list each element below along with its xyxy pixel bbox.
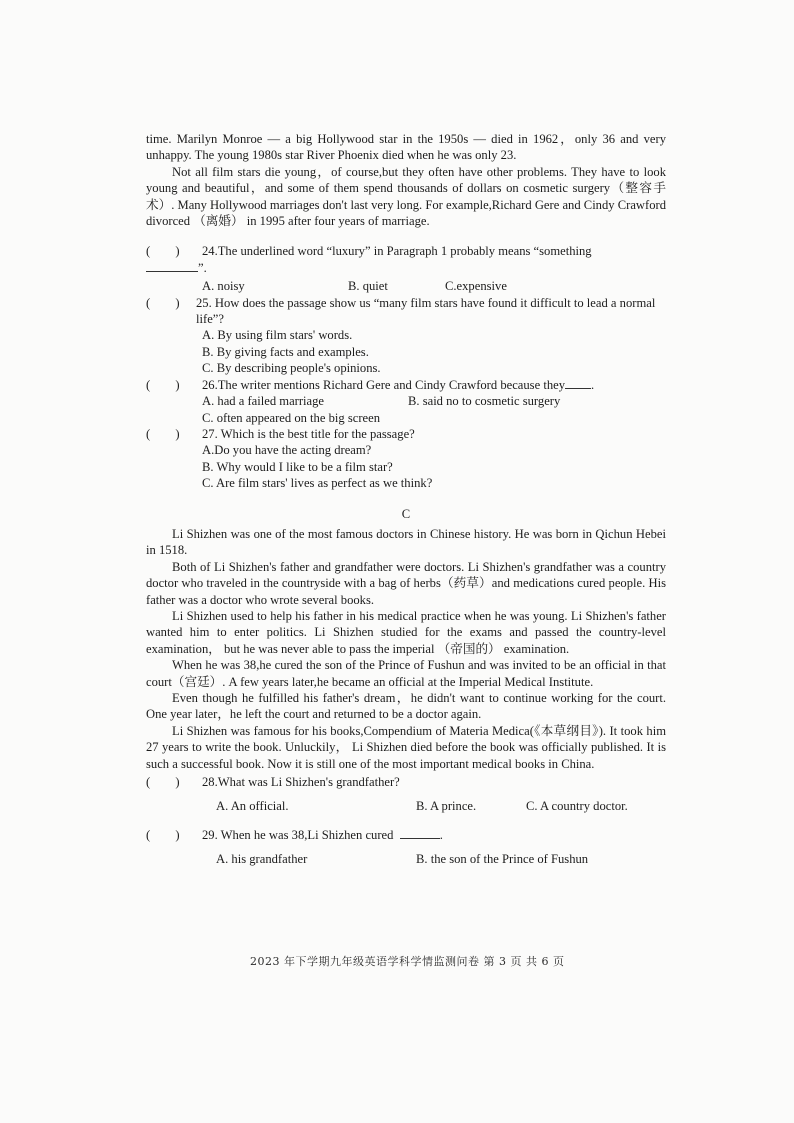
option-b[interactable]: B. said no to cosmetic surgery	[408, 394, 561, 409]
option-b[interactable]: B. By giving facts and examples.	[202, 344, 369, 359]
option-a[interactable]: A. his grandfather	[216, 852, 308, 867]
option-a[interactable]: A. By using film stars' words.	[202, 328, 353, 343]
answer-blank[interactable]	[565, 378, 591, 389]
question-25	[146, 295, 666, 328]
passage-b-paragraph: time. Marilyn Monroe — a big Hollywood star in the 1950s — died in 1962，only 36 and very unhappy. The young 1980s star River Phoenix died when he was only 23.	[146, 132, 666, 163]
question-26	[146, 377, 666, 393]
option-a[interactable]: A.Do you have the acting dream?	[202, 443, 372, 458]
question-stem-end: ”.	[198, 260, 207, 275]
option-a[interactable]: A. had a failed marriage	[202, 394, 325, 409]
section-title: C	[401, 506, 411, 521]
options-row	[216, 851, 666, 867]
question-stem-continuation	[146, 260, 666, 276]
answer-bracket[interactable]: ( )	[146, 244, 180, 259]
question-28	[146, 774, 666, 790]
answer-bracket[interactable]: ( )	[146, 827, 180, 842]
options-row	[202, 393, 666, 409]
question-stem-end: .	[591, 377, 595, 392]
passage-c-paragraph: When he was 38,he cured the son of the Prince of Fushun and was invited to be an official in that court（宫廷）. A few years later,he became an official at the Imperial Medical Institute.	[146, 658, 666, 689]
passage-c-paragraph: Li Shizhen was famous for his books,Compendium of Materia Medica(《本草纲目》). It took him 27 years to write the book. Unluckily， Li Shizhen died before the book was officially published. It is such a successful book. Now it is still one of the most important medical books in China.	[146, 723, 666, 771]
answer-bracket[interactable]: ( )	[146, 775, 180, 790]
question-stem: 29. When he was 38,Li Shizhen cured	[202, 827, 394, 842]
option-c[interactable]: C. A country doctor.	[526, 799, 628, 814]
footer-text: 2023 年下学期九年级英语学科学情监测问卷 第 3 页 共 6 页	[250, 955, 565, 968]
passage-b-paragraph: Not all film stars die young，of course,but they often have other problems. They have to look young and beautiful，and some of them spend thousands of dollars on cosmetic surgery（整容手术）. Many Hollywood marriages don't last very long. For example,Richard Gere and Cindy Crawford divorced （离婚） in 1995 after four years of marriage.	[146, 164, 666, 229]
option-c[interactable]: C. By describing people's opinions.	[202, 361, 381, 376]
passage-c-paragraph: Li Shizhen was one of the most famous doctors in Chinese history. He was born in Qichun Hebei in 1518.	[146, 526, 666, 558]
option-b[interactable]: B. Why would I like to be a film star?	[202, 459, 393, 474]
answer-bracket[interactable]: ( )	[146, 295, 180, 310]
passage-c-paragraph: Even though he fulfilled his father's dream，he didn't want to continue working for the court. One year later，he left the court and returned to be a doctor again.	[146, 691, 666, 722]
option-c[interactable]: C. Are film stars' lives as perfect as we think?	[202, 476, 433, 491]
option-c[interactable]: C.expensive	[445, 279, 507, 294]
option-b[interactable]: B. quiet	[348, 279, 388, 294]
question-27	[146, 426, 666, 442]
question-stem: 28.What was Li Shizhen's grandfather?	[202, 775, 400, 790]
option-a[interactable]: A. noisy	[202, 279, 245, 294]
question-stem: 26.The writer mentions Richard Gere and Cindy Crawford because they	[202, 377, 566, 392]
passage-c-paragraph: Li Shizhen used to help his father in his medical practice when he was young. Li Shizhen's father wanted him to enter politics. Li Shizhen studied for the exams and passed the country-level examination， but he was never able to pass the imperial （帝国的） examination.	[146, 608, 666, 656]
page-footer	[250, 953, 610, 969]
option-b[interactable]: B. A prince.	[416, 799, 477, 814]
question-stem: 24.The underlined word “luxury” in Paragraph 1 probably means “something	[202, 244, 592, 259]
answer-blank[interactable]	[146, 261, 198, 272]
answer-blank[interactable]	[400, 828, 440, 839]
page-content	[146, 131, 666, 868]
question-stem: 27. Which is the best title for the passage?	[202, 426, 415, 441]
option-a[interactable]: A. An official.	[216, 799, 289, 814]
options-row	[216, 798, 666, 814]
option-b[interactable]: B. the son of the Prince of Fushun	[416, 852, 589, 867]
passage-c-paragraph: Both of Li Shizhen's father and grandfather were doctors. Li Shizhen's grandfather was a country doctor who traveled in the countryside with a bag of herbs（药草）and medications cured people. His father was a doctor who wrote several books.	[146, 559, 666, 607]
question-24	[146, 243, 666, 259]
answer-bracket[interactable]: ( )	[146, 377, 180, 392]
question-stem-end: .	[439, 827, 443, 842]
option-c[interactable]: C. often appeared on the big screen	[202, 410, 380, 425]
question-29	[146, 827, 666, 843]
question-stem: 25. How does the passage show us “many film stars have found it difficult to lead a normal life”?	[196, 295, 656, 327]
answer-bracket[interactable]: ( )	[146, 426, 180, 441]
options-row	[202, 278, 666, 294]
